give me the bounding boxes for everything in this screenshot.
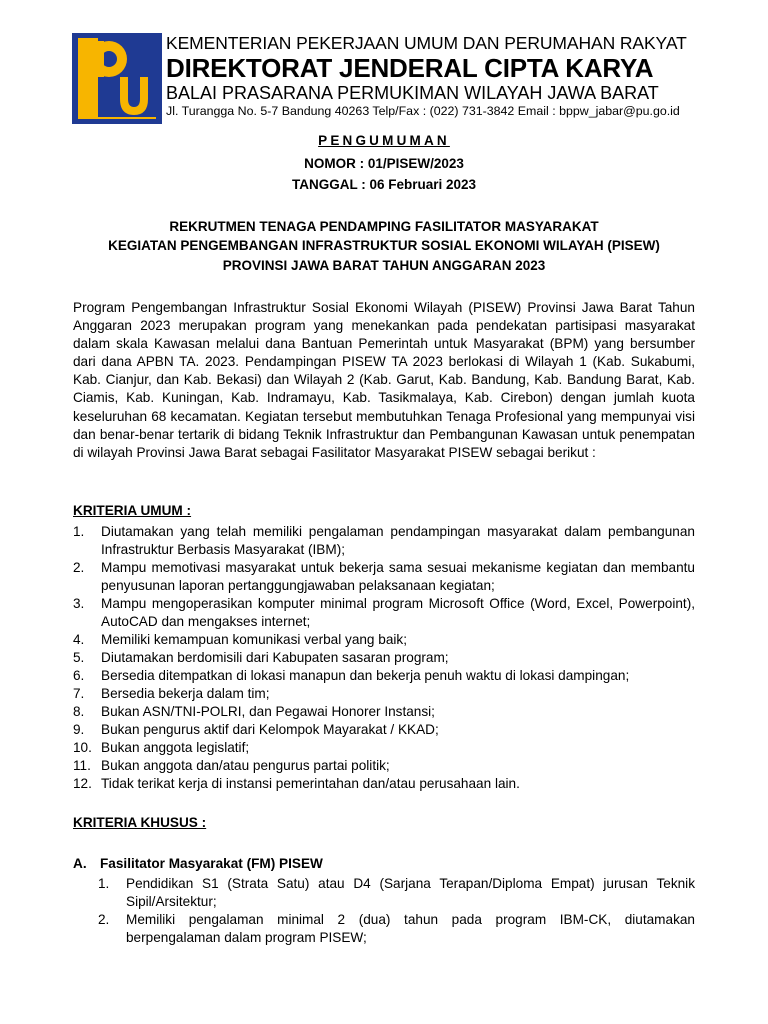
list-item: 9. Bukan pengurus aktif dari Kelompok Mayarakat / KKAD;	[73, 722, 439, 737]
document-date: TANGGAL : 06 Februari 2023	[291, 177, 477, 192]
list-item: 6. Bersedia ditempatkan di lokasi manapun dan bekerja penuh waktu di lokasi dampingan;	[73, 668, 630, 683]
subsection-heading	[73, 856, 323, 871]
kriteria-umum-heading: KRITERIA UMUM :	[73, 503, 192, 518]
list-item: 1. Pendidikan S1 (Strata Satu) atau D4 (Sarjana Terapan/Diploma Empat) jurusan Teknik Sipil/Arsitektur;	[98, 876, 695, 909]
kriteria-khusus-list	[98, 875, 695, 947]
list-item: 12. Tidak terikat kerja di instansi pemerintahan dan/atau perusahaan lain.	[73, 776, 520, 791]
kriteria-khusus-heading: KRITERIA KHUSUS :	[73, 815, 207, 830]
subsection-title: Fasilitator Masyarakat (FM) PISEW	[100, 856, 323, 871]
ministry-name: KEMENTERIAN PEKERJAAN UMUM DAN PERUMAHAN RAKYAT	[166, 33, 687, 53]
list-item: 5. Diutamakan berdomisili dari Kabupaten sasaran program;	[73, 650, 449, 665]
subsection-letter: A.	[73, 856, 87, 871]
intro-paragraph: Program Pengembangan Infrastruktur Sosial Ekonomi Wilayah (PISEW) Provinsi Jawa Barat Tahun Anggaran 2023 merupakan program yang menekankan pada pendekatan partisipasi masyarakat dalam skala Kawasan melalui dana Bantuan Pemerintah untuk Masyarakat (BPM) yang bersumber dari dana APBN TA. 2023. Pendampingan PISEW TA 2023 berlokasi di Wilayah 1 (Kab. Sukabumi, Kab. Cianjur, dan Kab. Bekasi) dan Wilayah 2 (Kab. Garut, Kab. Bandung, Kab. Bandung Barat, Kab. Ciamis, Kab. Kuningan, Kab. Indramayu, Kab. Tasikmalaya, Kab. Cirebon) dengan jumlah kuota keseluruhan 68 kecamatan. Kegiatan tersebut membutuhkan Tenaga Profesional yang mempunyai visi dan benar-benar tertarik di bidang Teknik Infrastruktur dan Pembangunan Kawasan untuk penempatan di wilayah Provinsi Jawa Barat sebagai Fasilitator Masyarakat PISEW sebagai berikut :	[73, 300, 695, 460]
list-item: 2. Memiliki pengalaman minimal 2 (dua) tahun pada program IBM-CK, diutamakan berpengalaman dalam program PISEW;	[98, 912, 695, 945]
list-item: 7. Bersedia bekerja dalam tim;	[73, 686, 270, 701]
letterhead-text	[166, 33, 706, 119]
office-name: BALAI PRASARANA PERMUKIMAN WILAYAH JAWA BARAT	[166, 83, 659, 103]
pu-logo	[72, 33, 162, 124]
list-item: 2. Mampu memotivasi masyarakat untuk bekerja sama sesuai mekanisme kegiatan dan membantu penyusunan laporan pertanggungjawaban pelaksanaan kegiatan;	[73, 560, 695, 593]
list-item: 1. Diutamakan yang telah memiliki pengalaman pendampingan masyarakat dalam pembangunan Infrastruktur Berbasis Masyarakat (IBM);	[73, 524, 695, 557]
title-line-2: KEGIATAN PENGEMBANGAN INFRASTRUKTUR SOSIAL EKONOMI WILAYAH (PISEW)	[108, 238, 660, 253]
title-line-1: REKRUTMEN TENAGA PENDAMPING FASILITATOR MASYARAKAT	[169, 219, 599, 234]
list-item: 8. Bukan ASN/TNI-POLRI, dan Pegawai Honorer Instansi;	[73, 704, 435, 719]
list-item: 10. Bukan anggota legislatif;	[73, 740, 250, 755]
document-number: NOMOR : 01/PISEW/2023	[304, 156, 464, 171]
list-item: 3. Mampu mengoperasikan komputer minimal program Microsoft Office (Word, Excel, Powerpoint), AutoCAD dan mengakses internet;	[73, 596, 695, 629]
list-item: 11. Bukan anggota dan/atau pengurus partai politik;	[73, 758, 390, 773]
directorate-name: DIREKTORAT JENDERAL CIPTA KARYA	[166, 53, 654, 83]
office-address: Jl. Turangga No. 5-7 Bandung 40263 Telp/Fax : (022) 731-3842 Email : bppw_jabar@pu.go.id	[166, 104, 680, 118]
list-item: 4. Memiliki kemampuan komunikasi verbal yang baik;	[73, 632, 407, 647]
kriteria-umum-list	[73, 523, 695, 793]
title-line-3: PROVINSI JAWA BARAT TAHUN ANGGARAN 2023	[222, 258, 546, 273]
letterhead	[72, 33, 700, 124]
announcement-title: PENGUMUMAN	[318, 133, 450, 148]
